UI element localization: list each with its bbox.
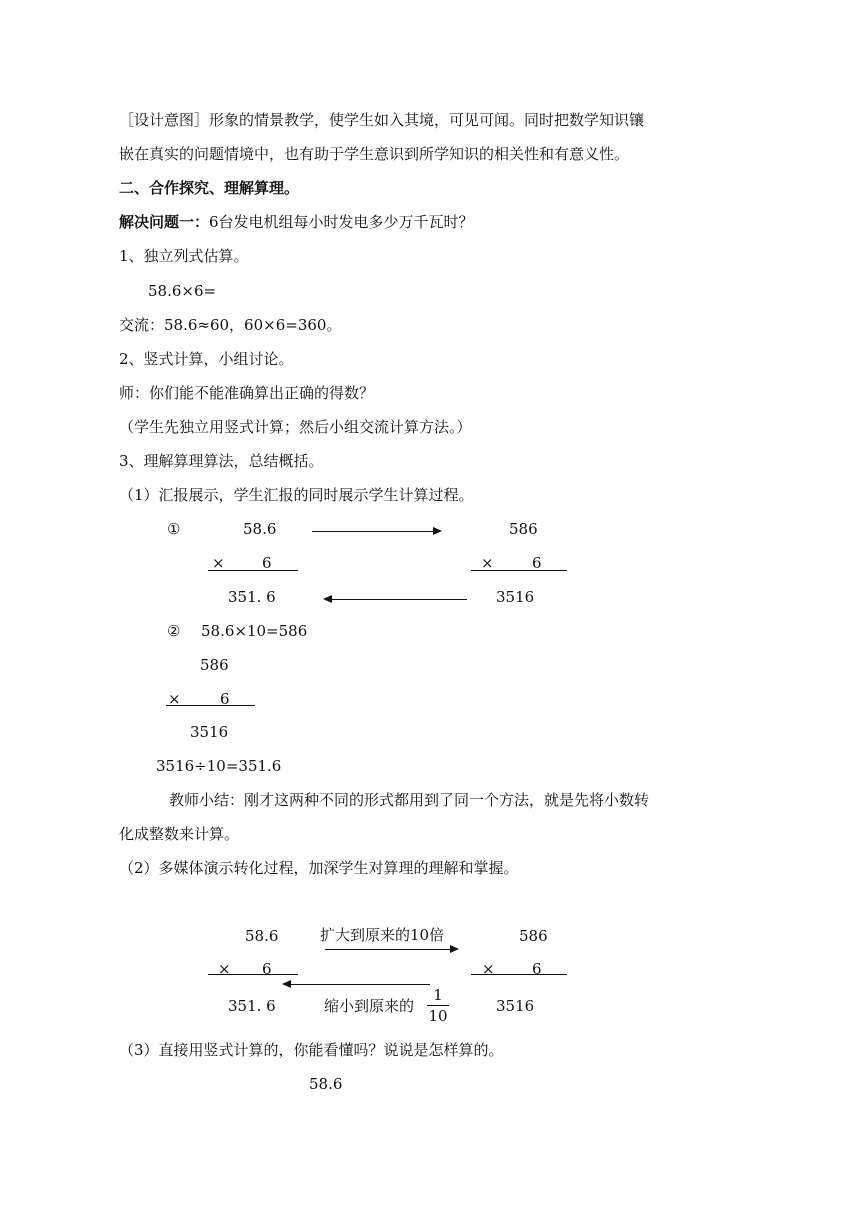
demo-fraction — [427, 986, 449, 1025]
shrink-arrow-icon — [284, 984, 430, 985]
step3-sub1: （1）汇报展示，学生汇报的同时展示学生计算过程。 — [119, 486, 474, 504]
design-intent-line-1: ［设计意图］形象的情景教学，使学生如入其境，可见可闻。同时把数学知识镶 — [119, 111, 645, 129]
demo-right-multiplier: 6 — [532, 960, 542, 978]
step1-exchange: 交流：58.6≈60，60×6=360。 — [119, 316, 342, 334]
method1-right-multiplier: 6 — [532, 554, 542, 572]
demo-left-top: 58.6 — [245, 927, 279, 945]
demo-left-multiplier: 6 — [262, 960, 272, 978]
arrow-left-icon — [325, 599, 467, 600]
demo-right-top: 586 — [519, 927, 548, 945]
method1-left-rule — [208, 570, 298, 571]
demo-left-times: × — [218, 960, 231, 978]
method1-right-times: × — [481, 554, 494, 572]
teacher-summary-line-2: 化成整数来计算。 — [119, 825, 240, 843]
step3-sub2: （2）多媒体演示转化过程，加深学生对算理的理解和掌握。 — [119, 859, 519, 877]
problem-text: 6台发电机组每小时发电多少万千瓦时？ — [209, 213, 474, 231]
method1-marker: ① — [167, 520, 181, 538]
step3-sub3: （3）直接用竖式计算的，你能看懂吗？说说是怎样算的。 — [119, 1041, 504, 1059]
method1-left-multiplier: 6 — [262, 554, 272, 572]
method2-rule — [166, 705, 255, 706]
last-vertical-top: 58.6 — [309, 1075, 343, 1093]
method2-marker: ② — [167, 622, 181, 640]
demo-shrink-label: 缩小到原来的 — [324, 997, 415, 1015]
enlarge-arrow-icon — [325, 949, 457, 950]
method2-times: × — [168, 690, 181, 708]
fraction-denominator: 10 — [428, 1007, 448, 1025]
step2-title: 2、竖式计算，小组讨论。 — [119, 350, 294, 368]
demo-right-result: 3516 — [496, 997, 535, 1015]
step3-title: 3、理解算理算法，总结概括。 — [119, 452, 324, 470]
method2-equation2: 3516÷10=351.6 — [156, 757, 282, 775]
demo-left-result: 351. 6 — [228, 997, 276, 1015]
fraction-bar — [427, 1005, 449, 1006]
method2-result: 3516 — [190, 723, 229, 741]
method1-right-rule — [471, 570, 567, 571]
demo-left-rule — [208, 974, 298, 975]
method1-left-result: 351. 6 — [228, 588, 276, 606]
arrow-right-icon — [312, 531, 440, 532]
method2-top: 586 — [200, 656, 229, 674]
teacher-summary-line-1: 教师小结：刚才这两种不同的形式都用到了同一个方法，就是先将小数转 — [169, 791, 650, 809]
demo-right-rule — [471, 974, 567, 975]
method1-right-top: 586 — [509, 520, 538, 538]
section-title: 二、合作探究、理解算理。 — [119, 179, 300, 197]
design-intent-line-2: 嵌在真实的问题情境中，也有助于学生意识到所学知识的相关性和有意义性。 — [119, 145, 630, 163]
demo-right-times: × — [482, 960, 495, 978]
step2-note: （学生先独立用竖式计算；然后小组交流计算方法。） — [119, 418, 472, 436]
problem-label: 解决问题一： — [119, 213, 210, 231]
method2-equation1: 58.6×10=586 — [201, 622, 308, 640]
method1-right-result: 3516 — [496, 588, 535, 606]
demo-enlarge-label: 扩大到原来的10倍 — [320, 926, 445, 944]
method1-left-top: 58.6 — [243, 520, 277, 538]
method1-left-times: × — [212, 554, 225, 572]
step2-teacher-question: 师：你们能不能准确算出正确的得数？ — [119, 384, 375, 402]
step1-title: 1、独立列式估算。 — [119, 247, 249, 265]
problem-line — [119, 212, 474, 232]
method2-multiplier: 6 — [220, 690, 230, 708]
fraction-numerator: 1 — [433, 986, 443, 1004]
step1-expression: 58.6×6= — [148, 282, 217, 300]
